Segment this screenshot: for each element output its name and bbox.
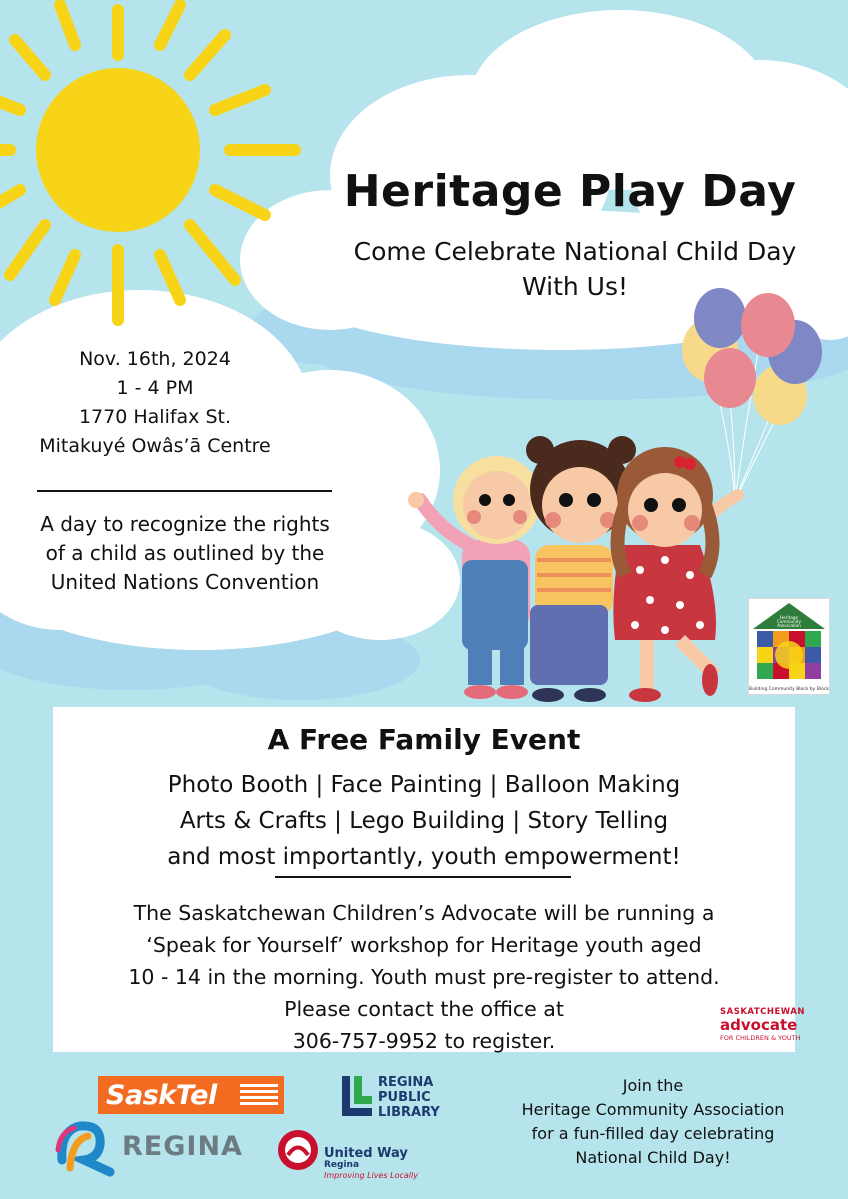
event-date: Nov. 16th, 2024: [79, 348, 231, 370]
workshop-line: 10 - 14 in the morning. Youth must pre-register to attend.: [128, 965, 720, 989]
event-venue: Mitakuyé Owâs’ā Centre: [39, 435, 271, 457]
regina-logo-icon: [58, 1126, 110, 1172]
regina-public-library-icon: [342, 1076, 372, 1116]
hca-tagline: Building Community Block by Block: [749, 687, 829, 692]
event-time: 1 - 4 PM: [116, 377, 194, 399]
rights-line: of a child as outlined by the: [45, 541, 325, 565]
activity-line: Photo Booth | Face Painting | Balloon Making: [167, 772, 681, 798]
workshop-line: ‘Speak for Yourself’ workshop for Heritage youth aged: [146, 933, 702, 957]
regina-logo: REGINA: [122, 1131, 243, 1162]
workshop-text: [53, 897, 798, 1057]
activity-line: and most importantly, youth empowerment!: [167, 844, 681, 870]
rpl-line: REGINA: [378, 1075, 434, 1090]
advocate-logo-line: SASKATCHEWAN: [720, 1007, 805, 1017]
advocate-logo-line: FOR CHILDREN & YOUTH: [720, 1034, 801, 1042]
footer-line: Join the: [622, 1076, 684, 1095]
footer-line: Heritage Community Association: [521, 1100, 785, 1119]
event-details: [10, 345, 300, 461]
rpl-line: PUBLIC: [378, 1090, 431, 1105]
divider: [37, 490, 332, 492]
united-way-tagline: Improving Lives Locally: [324, 1171, 418, 1180]
sasktel-logo: [98, 1076, 284, 1114]
divider: [275, 876, 571, 878]
workshop-line: Please contact the office at: [284, 997, 564, 1021]
footer-note: [498, 1074, 808, 1170]
subtitle-line: Come Celebrate National Child Day: [353, 237, 797, 266]
united-way-logo: United Way: [324, 1146, 408, 1161]
free-event-panel: [53, 707, 798, 1053]
workshop-line: 306-757-9952 to register.: [292, 1029, 556, 1053]
regina-public-library-logo: [378, 1075, 440, 1120]
footer-line: for a fun-filled day celebrating: [531, 1124, 775, 1143]
sasktel-wordmark: SaskTel: [106, 1080, 217, 1111]
footer-line: National Child Day!: [575, 1148, 731, 1167]
event-title: Heritage Play Day: [343, 166, 797, 217]
activity-line: Arts & Crafts | Lego Building | Story Telling: [179, 808, 669, 834]
heritage-community-association-logo: [748, 598, 830, 695]
rights-line: United Nations Convention: [50, 570, 320, 594]
workshop-line: The Saskatchewan Children’s Advocate will be running a: [133, 901, 715, 925]
united-way-city: Regina: [324, 1160, 360, 1170]
event-subtitle: [300, 234, 848, 304]
subtitle-line: With Us!: [521, 272, 629, 301]
rights-line: A day to recognize the rights: [40, 512, 330, 536]
activities-list: [53, 767, 795, 875]
hca-line: Heritage: [779, 615, 799, 620]
hca-line: Community: [776, 619, 802, 624]
united-way-icon: [278, 1130, 318, 1170]
rights-text: [0, 510, 370, 597]
rpl-line: LIBRARY: [378, 1105, 440, 1120]
hca-house-icon: [749, 599, 829, 694]
advocate-logo-line: advocate: [720, 1016, 798, 1034]
panel-heading: A Free Family Event: [267, 723, 581, 756]
event-address: 1770 Halifax St.: [78, 406, 232, 428]
hca-line: Association: [777, 623, 801, 628]
sasktel-stripes-icon: [240, 1084, 278, 1106]
